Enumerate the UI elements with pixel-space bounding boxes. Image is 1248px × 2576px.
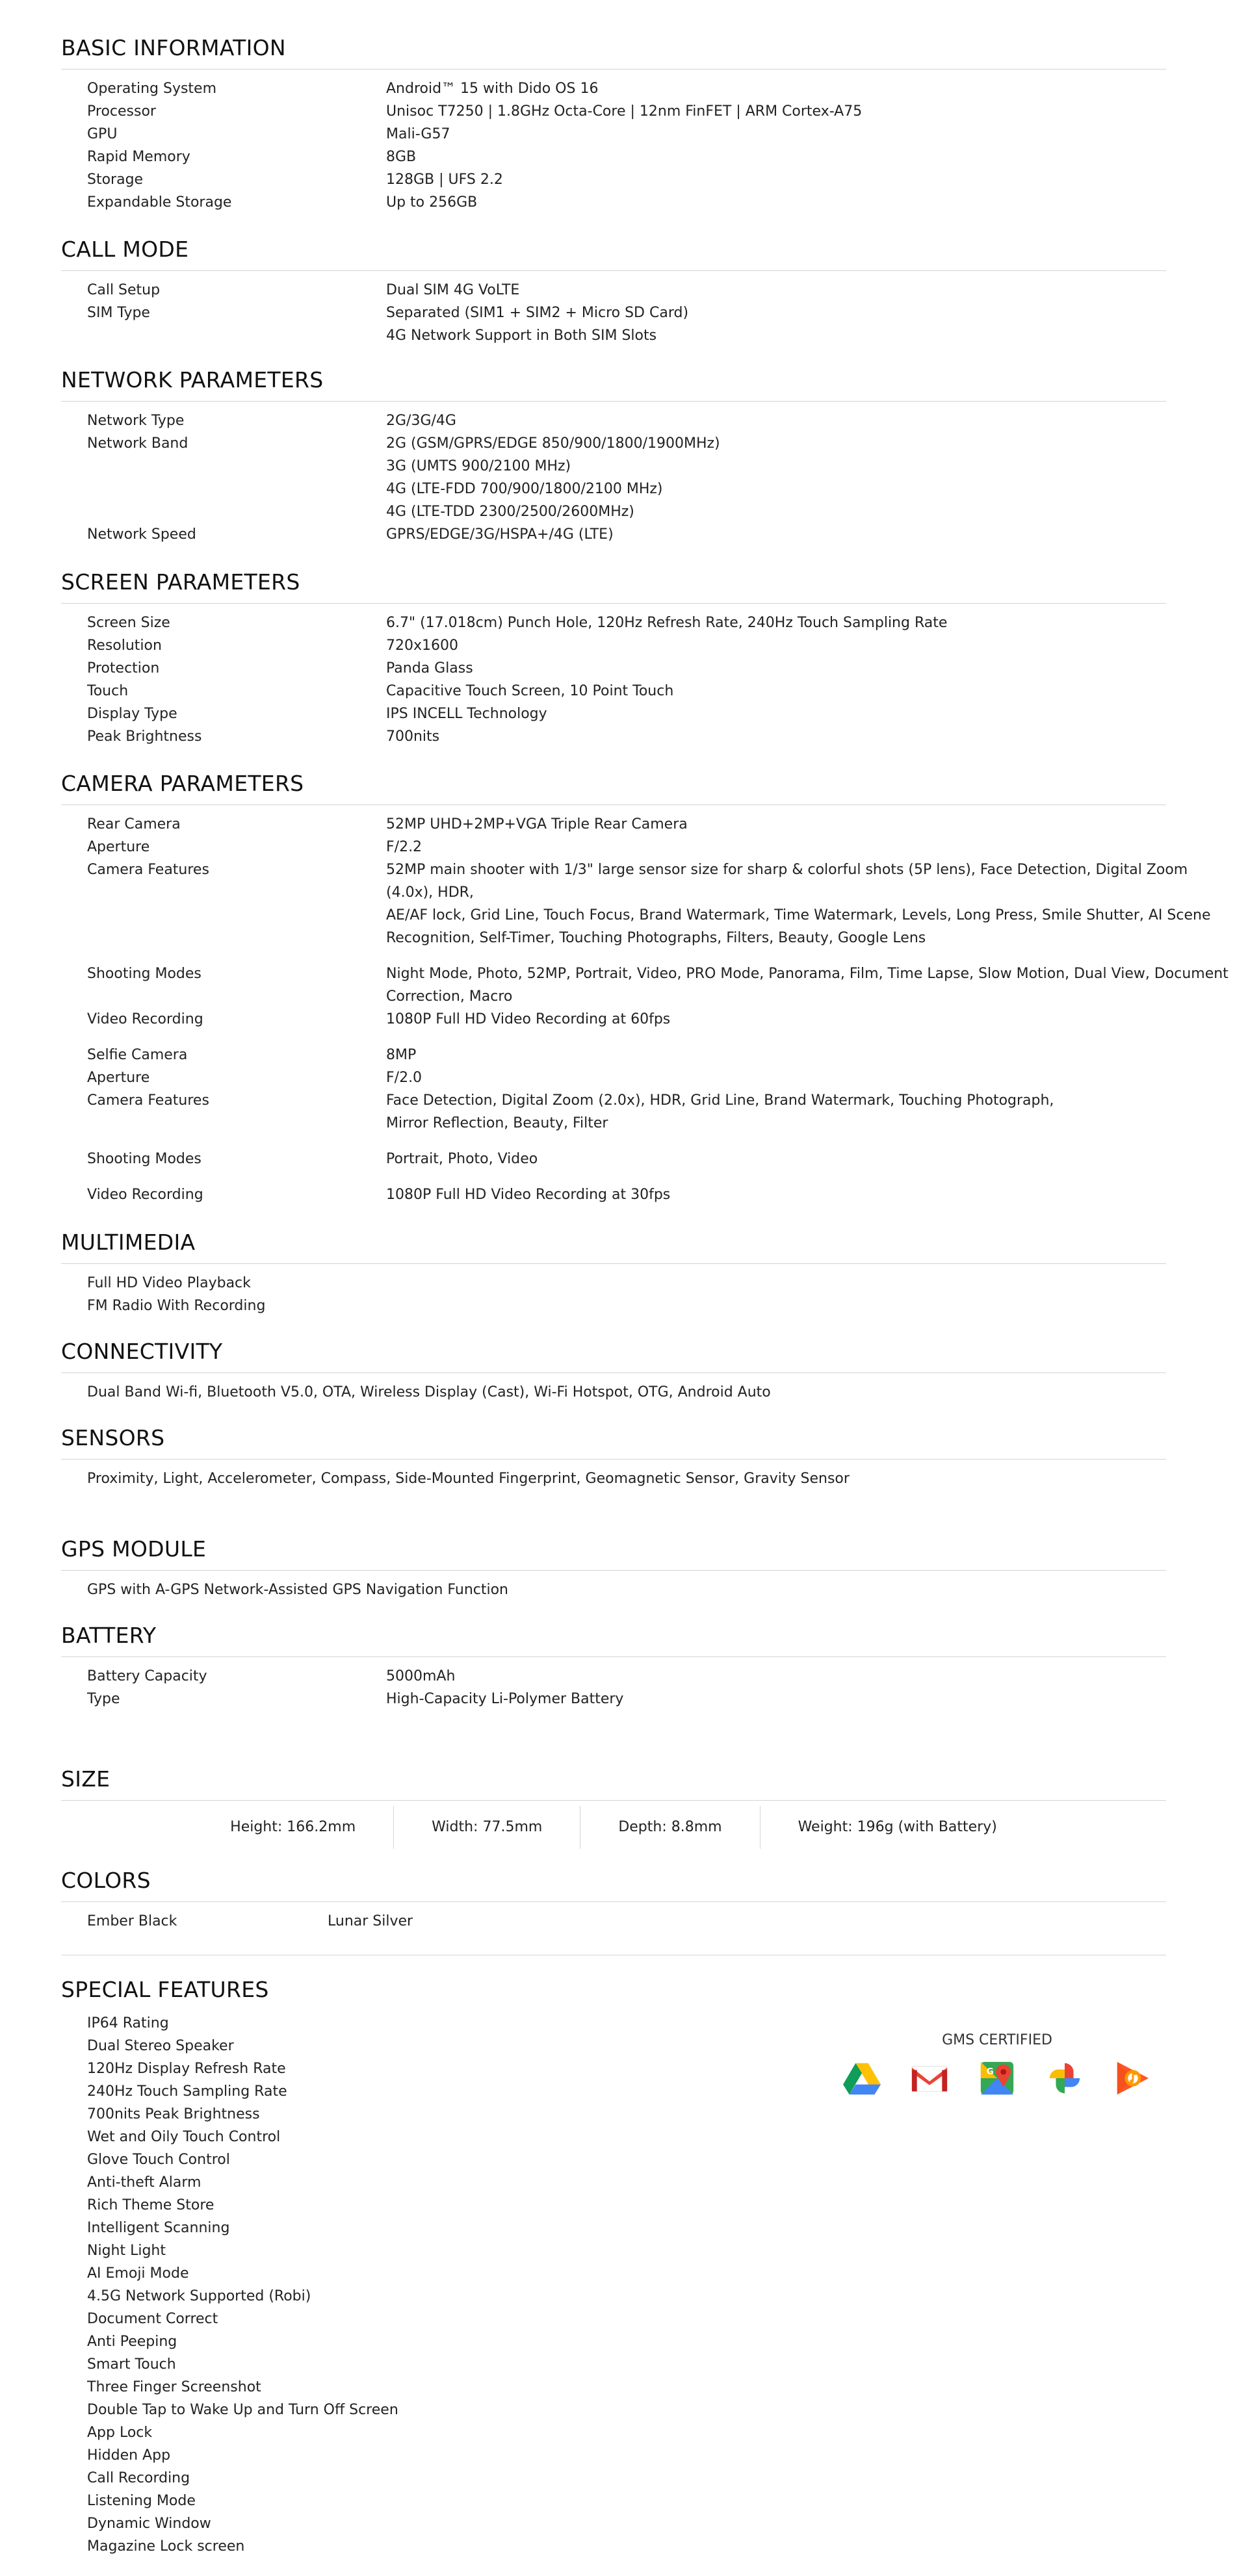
spec-row [61,1008,1166,1031]
spec-row [61,962,1228,1008]
spec-value-line: 128GB | UFS 2.2 [386,172,503,188]
divider [61,1263,1166,1264]
section-title: NETWORK PARAMETERS [61,367,324,393]
list-item: Smart Touch [87,2356,176,2373]
list-item: 4.5G Network Supported (Robi) [87,2288,311,2304]
section-title: SPECIAL FEATURES [61,1977,269,2002]
spec-value-line: Dual SIM 4G VoLTE [386,282,520,298]
section-size [61,1765,1166,1849]
spec-value [386,1688,1231,1710]
spec-label: Network Speed [87,526,196,543]
spec-label: Peak Brightness [87,728,202,745]
spec-row [61,1089,1166,1135]
spec-label: SIM Type [87,305,150,321]
spec-row [61,523,1166,546]
spec-value-line: Up to 256GB [386,194,478,211]
spec-value-line: 8GB [386,149,417,165]
spec-value [386,836,1231,858]
svg-text:G: G [986,2067,994,2078]
spec-label: Processor [87,103,156,120]
divider [61,69,1166,70]
spec-table [61,77,1166,214]
spec-value-line: 4G (LTE-FDD 700/900/1800/2100 MHz) [386,481,663,497]
divider [61,1901,1166,1902]
spec-value-line: Portrait, Photo, Video [386,1151,538,1167]
spec-row [61,858,1211,949]
spec-value-line: High-Capacity Li-Polymer Battery [386,1691,624,1707]
spec-value [386,1183,1231,1206]
spec-label: Selfie Camera [87,1047,188,1063]
spec-label: Video Recording [87,1187,203,1203]
spec-value-line: 52MP main shooter with 1/3" large sensor size for sharp & colorful shots (5P lens), Face Detection, Digital Zoom (4.0x), HDR, [386,862,1188,901]
gms-title: GMS CERTIFIED [942,2032,1052,2048]
spec-value-line: 4G Network Support in Both SIM Slots [386,328,657,344]
spec-label: Operating System [87,81,217,97]
spec-label: GPU [87,126,118,142]
spec-value-line: Separated (SIM1 + SIM2 + Micro SD Card) [386,305,689,321]
section-call-mode [61,235,1166,347]
section-title: COLORS [61,1868,151,1893]
spec-label: Rear Camera [87,816,181,832]
spec-row [61,680,1166,702]
spec-value-line: 1080P Full HD Video Recording at 30fps [386,1187,671,1203]
divider [61,1372,1166,1373]
section-title: CONNECTIVITY [61,1339,223,1364]
list-item: Proximity, Light, Accelerometer, Compass, Side-Mounted Fingerprint, Geomagnetic Sensor, Gravity Sensor [87,1471,850,1487]
feature-list [61,1381,1166,1404]
list-item: IP64 Rating [87,2015,169,2031]
spec-row [61,702,1166,725]
section-screen-parameters [61,568,1166,748]
spec-value-line: Capacitive Touch Screen, 10 Point Touch [386,683,674,699]
spec-value [386,1089,1231,1135]
divider [61,270,1166,271]
list-item: Anti Peeping [87,2334,177,2350]
spec-value-line: 3G (UMTS 900/2100 MHz) [386,458,571,474]
spec-row [61,168,1166,191]
spec-label: Display Type [87,706,177,722]
divider [61,603,1166,604]
spec-row [61,1044,1166,1066]
spec-label: Camera Features [87,862,209,878]
section-sensors [61,1424,1166,1490]
section-gps-module [61,1535,1166,1601]
spec-value-line: 52MP UHD+2MP+VGA Triple Rear Camera [386,816,688,832]
spec-row [61,191,1166,214]
spec-value-line: GPRS/EDGE/3G/HSPA+/4G (LTE) [386,526,614,543]
spec-label: Resolution [87,638,162,654]
divider [61,401,1166,402]
size-weight: Weight: 196g (with Battery) [798,1819,997,1835]
section-special-features [61,1976,1166,2558]
list-item: AI Emoji Mode [87,2265,189,2282]
spec-value-line: Mali-G57 [386,126,450,142]
spec-row [61,77,1166,100]
spec-value [386,77,1231,100]
spec-value-line: 6.7" (17.018cm) Punch Hole, 120Hz Refresh Rate, 240Hz Touch Sampling Rate [386,615,948,631]
section-title: MULTIMEDIA [61,1230,196,1255]
spec-value-line: Face Detection, Digital Zoom (2.0x), HDR, Grid Line, Brand Watermark, Touching Photograph, [386,1092,1054,1109]
list-item: Hidden App [87,2447,171,2464]
spec-row [61,1183,1166,1206]
list-item: Full HD Video Playback [87,1275,251,1291]
spec-value-line: 1080P Full HD Video Recording at 60fps [386,1011,671,1027]
spec-value [386,680,1231,702]
divider [61,1570,1166,1571]
spec-label: Call Setup [87,282,161,298]
spec-label: Aperture [87,839,150,855]
spec-value-line: Correction, Macro [386,988,513,1005]
list-item: App Lock [87,2425,153,2441]
section-title: BASIC INFORMATION [61,35,286,60]
spec-value-line: Android™ 15 with Dido OS 16 [386,81,599,97]
list-item: Three Finger Screenshot [87,2379,261,2395]
spec-value [386,279,1231,302]
spec-value-line: F/2.0 [386,1070,422,1086]
section-title: GPS MODULE [61,1536,207,1562]
spec-label: Battery Capacity [87,1668,207,1684]
color-options [61,1910,1166,1933]
spec-value [386,612,1231,634]
list-item: Intelligent Scanning [87,2220,230,2236]
spec-row [61,302,1166,347]
spec-value [386,146,1231,168]
gmail-icon [911,2059,948,2097]
spec-value [386,725,1231,748]
list-item: Document Correct [87,2311,218,2327]
spec-value [386,634,1231,657]
section-camera-parameters [61,769,1228,1206]
list-item: Rich Theme Store [87,2197,214,2213]
spec-row [61,725,1166,748]
spec-value-line: 5000mAh [386,1668,456,1684]
spec-value-line: F/2.2 [386,839,422,855]
spec-label: Video Recording [87,1011,203,1027]
section-title: BATTERY [61,1623,157,1648]
section-title: SIZE [61,1766,110,1792]
section-title: CAMERA PARAMETERS [61,771,304,796]
spec-value [386,657,1231,680]
spec-label: Aperture [87,1070,150,1086]
spec-value-line: Recognition, Self-Timer, Touching Photographs, Filters, Beauty, Google Lens [386,930,926,946]
spec-label: Screen Size [87,615,170,631]
spec-row [61,123,1166,146]
google-drive-icon [843,2059,881,2097]
list-item: Wet and Oily Touch Control [87,2129,281,2145]
section-multimedia [61,1228,1166,1317]
spec-row [61,1665,1166,1688]
size-height: Height: 166.2mm [230,1819,356,1835]
spec-value [386,100,1231,123]
section-battery [61,1621,1166,1710]
gms-certified-badge [776,2029,1218,2097]
feature-list [61,1467,1166,1490]
spec-value-line: 700nits [386,728,440,745]
list-item: Dual Stereo Speaker [87,2038,234,2054]
list-item: 240Hz Touch Sampling Rate [87,2083,287,2100]
spec-label: Shooting Modes [87,1151,202,1167]
size-dimensions [61,1806,1166,1849]
spec-value [386,123,1231,146]
spec-table [61,279,1166,347]
spec-row [61,409,1166,432]
spec-table [61,813,1228,1206]
spec-row [61,100,1166,123]
color-ember-black: Ember Black [87,1913,177,1929]
spec-value [386,1008,1231,1031]
list-item: 700nits Peak Brightness [87,2106,260,2122]
spec-value [386,813,1231,836]
spec-value [386,1044,1231,1066]
spec-row [61,1148,1166,1170]
feature-list [61,1272,1166,1317]
list-item: 120Hz Display Refresh Rate [87,2061,286,2077]
spec-value-line: 4G (LTE-TDD 2300/2500/2600MHz) [386,504,634,520]
spec-value [386,1066,1231,1089]
spec-value [386,1148,1231,1170]
spec-row [61,146,1166,168]
spec-label: Camera Features [87,1092,209,1109]
spec-label: Rapid Memory [87,149,190,165]
spec-value-line: AE/AF lock, Grid Line, Touch Focus, Brand Watermark, Time Watermark, Levels, Long Press, Smile Shutter, AI Scene [386,907,1211,923]
list-item: Dual Band Wi-fi, Bluetooth V5.0, OTA, Wireless Display (Cast), Wi-Fi Hotspot, OTG, Android Auto [87,1384,771,1400]
spec-value [386,168,1231,191]
size-depth: Depth: 8.8mm [618,1819,722,1835]
spec-label: Shooting Modes [87,966,202,982]
section-colors [61,1866,1166,1955]
google-maps-icon [978,2059,1016,2097]
list-item: Glove Touch Control [87,2152,230,2168]
spec-table [61,612,1166,748]
list-item: Listening Mode [87,2493,196,2509]
section-title: CALL MODE [61,237,189,262]
spec-row [61,657,1166,680]
spec-label: Expandable Storage [87,194,232,211]
spec-value [386,302,1231,347]
list-item: GPS with A-GPS Network-Assisted GPS Navigation Function [87,1582,509,1598]
section-network-parameters [61,366,1166,546]
spec-value [386,702,1231,725]
list-item: Double Tap to Wake Up and Turn Off Screen [87,2402,398,2418]
spec-value [386,962,1231,1008]
list-item: Anti-theft Alarm [87,2174,202,2191]
spec-row [61,279,1166,302]
spec-row [61,1066,1166,1089]
spec-row [61,432,1166,523]
list-item: Magazine Lock screen [87,2538,245,2555]
spec-value [386,432,1231,523]
spec-value-line: 8MP [386,1047,417,1063]
divider [61,1800,1166,1801]
google-play-music-icon [1113,2059,1151,2097]
spec-value-line: 720x1600 [386,638,458,654]
spec-row [61,836,1166,858]
spec-value-line: 2G/3G/4G [386,413,456,429]
spec-table [61,409,1166,546]
spec-value-line: 2G (GSM/GPRS/EDGE 850/900/1800/1900MHz) [386,435,720,452]
spec-label: Network Type [87,413,185,429]
spec-value [386,858,1231,949]
spec-value-line: Panda Glass [386,660,473,676]
spec-row [61,1688,1166,1710]
feature-list [61,1578,1166,1601]
spec-value [386,1665,1231,1688]
google-photos-icon [1046,2059,1084,2097]
divider [61,1459,1166,1460]
spec-value-line: IPS INCELL Technology [386,706,547,722]
spec-value-line: Unisoc T7250 | 1.8GHz Octa-Core | 12nm FinFET | ARM Cortex-A75 [386,103,863,120]
list-item: Call Recording [87,2470,190,2486]
size-width: Width: 77.5mm [432,1819,543,1835]
spec-table [61,1665,1166,1710]
spec-label: Storage [87,172,144,188]
spec-value [386,523,1231,546]
gms-icons [776,2059,1218,2097]
section-connectivity [61,1337,1166,1404]
section-title: SENSORS [61,1425,165,1450]
section-basic-information [61,34,1166,214]
spec-row [61,612,1166,634]
list-item: FM Radio With Recording [87,1298,266,1314]
spec-value-line: Mirror Reflection, Beauty, Filter [386,1115,608,1131]
spec-value [386,409,1231,432]
spec-label: Network Band [87,435,188,452]
divider [61,1656,1166,1657]
spec-row [61,813,1166,836]
spec-label: Touch [87,683,129,699]
spec-label: Type [87,1691,120,1707]
spec-label: Protection [87,660,160,676]
spec-value [386,191,1231,214]
spec-value-line: Night Mode, Photo, 52MP, Portrait, Video, PRO Mode, Panorama, Film, Time Lapse, Slow Motion, Dual View, Document [386,966,1228,982]
section-title: SCREEN PARAMETERS [61,569,300,595]
list-item: Night Light [87,2243,166,2259]
color-lunar-silver: Lunar Silver [328,1913,413,1929]
list-item: Dynamic Window [87,2516,211,2532]
spec-row [61,634,1166,657]
